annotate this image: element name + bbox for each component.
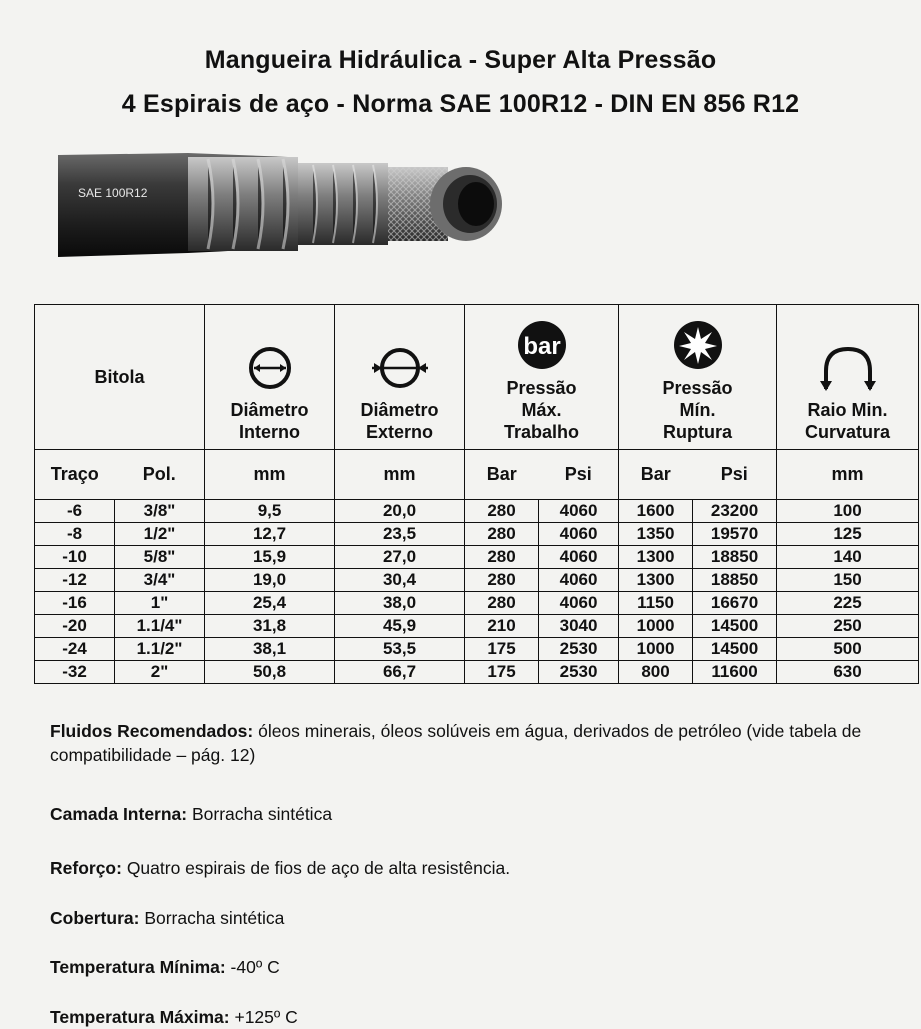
table-cell: -12: [35, 569, 115, 592]
page-subtitle: 4 Espirais de aço - Norma SAE 100R12 - DIN EN 856 R12: [121, 90, 800, 118]
table-cell: 9,5: [205, 500, 335, 523]
pressao-max-header: bar Pressão Máx. Trabalho: [465, 305, 619, 450]
note-item: [50, 856, 890, 880]
table-cell: -16: [35, 592, 115, 615]
table-cell: 210: [465, 615, 539, 638]
note-item: [50, 802, 890, 826]
note-item: [50, 719, 890, 767]
table-cell: 27,0: [335, 546, 465, 569]
table-cell: 1000: [619, 615, 693, 638]
diametro-externo-header: Diâmetro Externo: [335, 305, 465, 450]
table-cell: 38,1: [205, 638, 335, 661]
table-cell: 4060: [539, 592, 619, 615]
table-cell: 53,5: [335, 638, 465, 661]
note-text: +125º C: [229, 1007, 298, 1027]
table-cell: 100: [777, 500, 919, 523]
table-cell: 2530: [539, 638, 619, 661]
page-title: Mangueira Hidráulica - Super Alta Pressão: [204, 46, 717, 74]
diametro-interno-header: Diâmetro Interno: [205, 305, 335, 450]
note-label: Temperatura Mínima:: [50, 957, 226, 977]
table-cell: 1300: [619, 569, 693, 592]
table-cell: -6: [35, 500, 115, 523]
table-cell: 11600: [693, 661, 777, 684]
table-cell: 1": [115, 592, 205, 615]
note-label: Temperatura Máxima:: [50, 1007, 230, 1027]
table-cell: 175: [465, 638, 539, 661]
units-row: Traço Pol. mm mm Bar Psi Bar Psi mm: [35, 450, 919, 500]
note-text: Borracha sintética: [187, 804, 333, 824]
table-cell: 18850: [693, 569, 777, 592]
note-text: -40º C: [225, 957, 280, 977]
table-cell: 25,4: [205, 592, 335, 615]
table-cell: 66,7: [335, 661, 465, 684]
note-text: Borracha sintética: [139, 908, 285, 928]
table-cell: 2530: [539, 661, 619, 684]
table-cell: 16670: [693, 592, 777, 615]
table-cell: 18850: [693, 546, 777, 569]
table-cell: 30,4: [335, 569, 465, 592]
note-item: [50, 1005, 890, 1029]
note-label: Camada Interna:: [50, 804, 188, 824]
note-item: [50, 955, 890, 979]
table-cell: 15,9: [205, 546, 335, 569]
note-label: Cobertura:: [50, 908, 140, 928]
bend-radius-icon: [816, 341, 880, 393]
table-cell: 1350: [619, 523, 693, 546]
table-row: [35, 500, 919, 523]
table-cell: 20,0: [335, 500, 465, 523]
table-cell: -32: [35, 661, 115, 684]
table-cell: 4060: [539, 569, 619, 592]
table-cell: 3/4": [115, 569, 205, 592]
table-cell: 5/8": [115, 546, 205, 569]
table-cell: 500: [777, 638, 919, 661]
table-cell: 800: [619, 661, 693, 684]
table-cell: 14500: [693, 615, 777, 638]
note-text: óleos minerais, óleos solúveis em água, derivados de petróleo (vide tabela de compatibilidade – pág. 12): [50, 721, 862, 765]
table-row: [35, 592, 919, 615]
table-body: [35, 500, 919, 684]
table-cell: 2": [115, 661, 205, 684]
table-cell: 150: [777, 569, 919, 592]
raio-header: Raio Min. Curvatura: [777, 305, 919, 450]
table-cell: 19,0: [205, 569, 335, 592]
table-header-row: [35, 305, 919, 450]
table-row: [35, 661, 919, 684]
table-cell: 45,9: [335, 615, 465, 638]
bar-pressure-icon: [512, 319, 572, 371]
table-cell: 1150: [619, 592, 693, 615]
table-row: [35, 523, 919, 546]
bitola-header: [35, 305, 205, 450]
table-cell: 1000: [619, 638, 693, 661]
table-cell: -24: [35, 638, 115, 661]
table-cell: 4060: [539, 546, 619, 569]
table-row: [35, 615, 919, 638]
table-cell: 14500: [693, 638, 777, 661]
table-row: [35, 569, 919, 592]
table-cell: 31,8: [205, 615, 335, 638]
table-cell: 225: [777, 592, 919, 615]
table-cell: 1300: [619, 546, 693, 569]
table-cell: 1/2": [115, 523, 205, 546]
table-cell: 23,5: [335, 523, 465, 546]
table-cell: 19570: [693, 523, 777, 546]
hose-label: SAE 100R12: [78, 186, 148, 200]
table-cell: 4060: [539, 523, 619, 546]
table-cell: 175: [465, 661, 539, 684]
spec-table: [34, 304, 919, 684]
inner-diameter-icon: [238, 343, 302, 393]
table-cell: 140: [777, 546, 919, 569]
table-cell: 1.1/4": [115, 615, 205, 638]
table-row: [35, 638, 919, 661]
table-cell: 23200: [693, 500, 777, 523]
note-item: [50, 906, 890, 930]
note-label: Reforço:: [50, 858, 122, 878]
outer-diameter-icon: [364, 343, 436, 393]
table-cell: -8: [35, 523, 115, 546]
table-cell: 12,7: [205, 523, 335, 546]
table-cell: -10: [35, 546, 115, 569]
table-cell: 3/8": [115, 500, 205, 523]
hose-image: [58, 147, 518, 259]
table-cell: 50,8: [205, 661, 335, 684]
table-cell: 280: [465, 500, 539, 523]
table-cell: 280: [465, 592, 539, 615]
table-cell: 3040: [539, 615, 619, 638]
table-cell: 280: [465, 569, 539, 592]
table-cell: 630: [777, 661, 919, 684]
svg-text:bar: bar: [522, 333, 561, 360]
table-cell: 125: [777, 523, 919, 546]
table-cell: 4060: [539, 500, 619, 523]
pressao-min-header: Pressão Mín. Ruptura: [619, 305, 777, 450]
table-cell: 38,0: [335, 592, 465, 615]
note-label: Fluidos Recomendados:: [50, 721, 254, 741]
bitola-label: Bitola: [94, 367, 145, 387]
table-cell: 280: [465, 523, 539, 546]
table-cell: 280: [465, 546, 539, 569]
table-cell: 250: [777, 615, 919, 638]
table-cell: -20: [35, 615, 115, 638]
table-cell: 1.1/2": [115, 638, 205, 661]
note-text: Quatro espirais de fios de aço de alta resistência.: [121, 858, 511, 878]
table-cell: 1600: [619, 500, 693, 523]
burst-icon: [672, 319, 724, 371]
table-row: [35, 546, 919, 569]
title-block: [0, 38, 921, 126]
